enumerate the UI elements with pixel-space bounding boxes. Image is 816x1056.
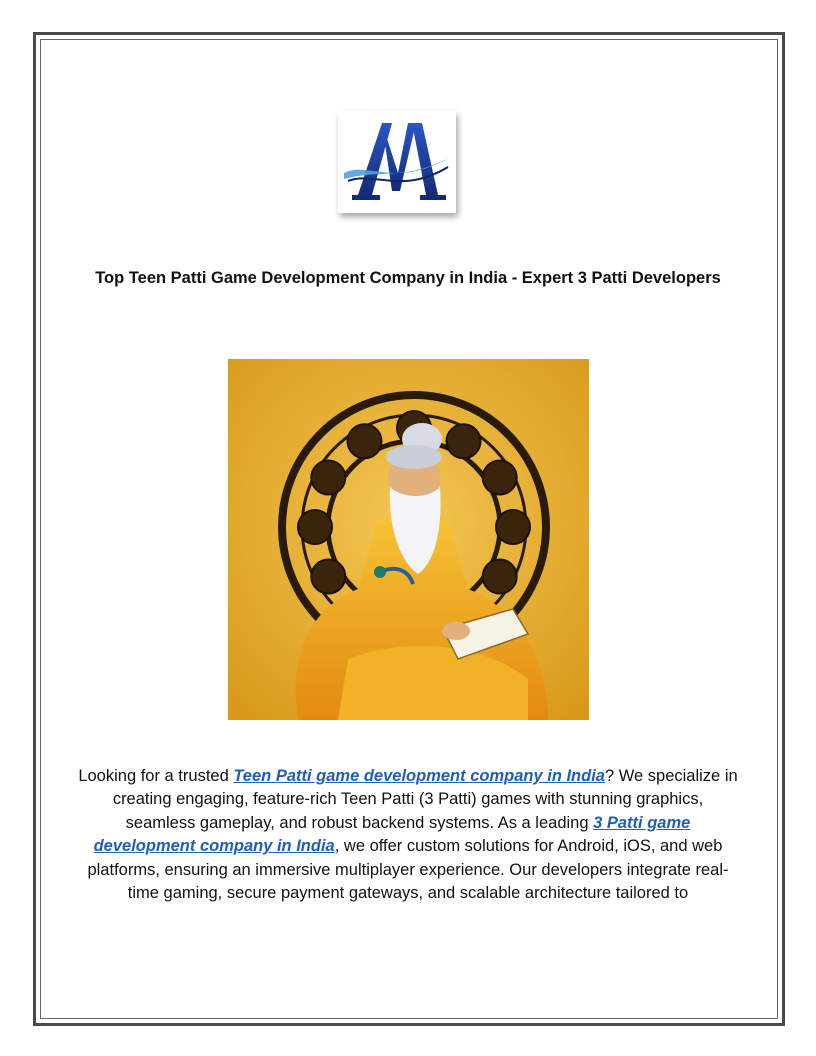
paragraph-text-3: , we offer custom solutions for Android, iOS, and web platforms, ensuring an immersive multiplayer experience. Our developers integrate real-time gaming, secure payment gateways, and scalable architecture tailored to: [87, 837, 729, 903]
teen-patti-company-link[interactable]: Teen Patti game development company in India: [233, 767, 605, 785]
paragraph-text-2: ? We specialize in creating engaging, feature-rich Teen Patti (3 Patti) games with stunning graphics, seamless gameplay, and robust backend systems. As a leading: [112, 767, 738, 832]
sage-zodiac-image-icon: [228, 359, 589, 720]
company-logo-icon: [338, 111, 456, 213]
three-patti-company-link[interactable]: 3 Patti game development company in India: [93, 813, 691, 856]
intro-paragraph: [78, 765, 738, 905]
paragraph-text-1: Looking for a trusted: [78, 767, 234, 785]
document-title: Top Teen Patti Game Development Company in India - Expert 3 Patti Developers: [95, 269, 721, 287]
